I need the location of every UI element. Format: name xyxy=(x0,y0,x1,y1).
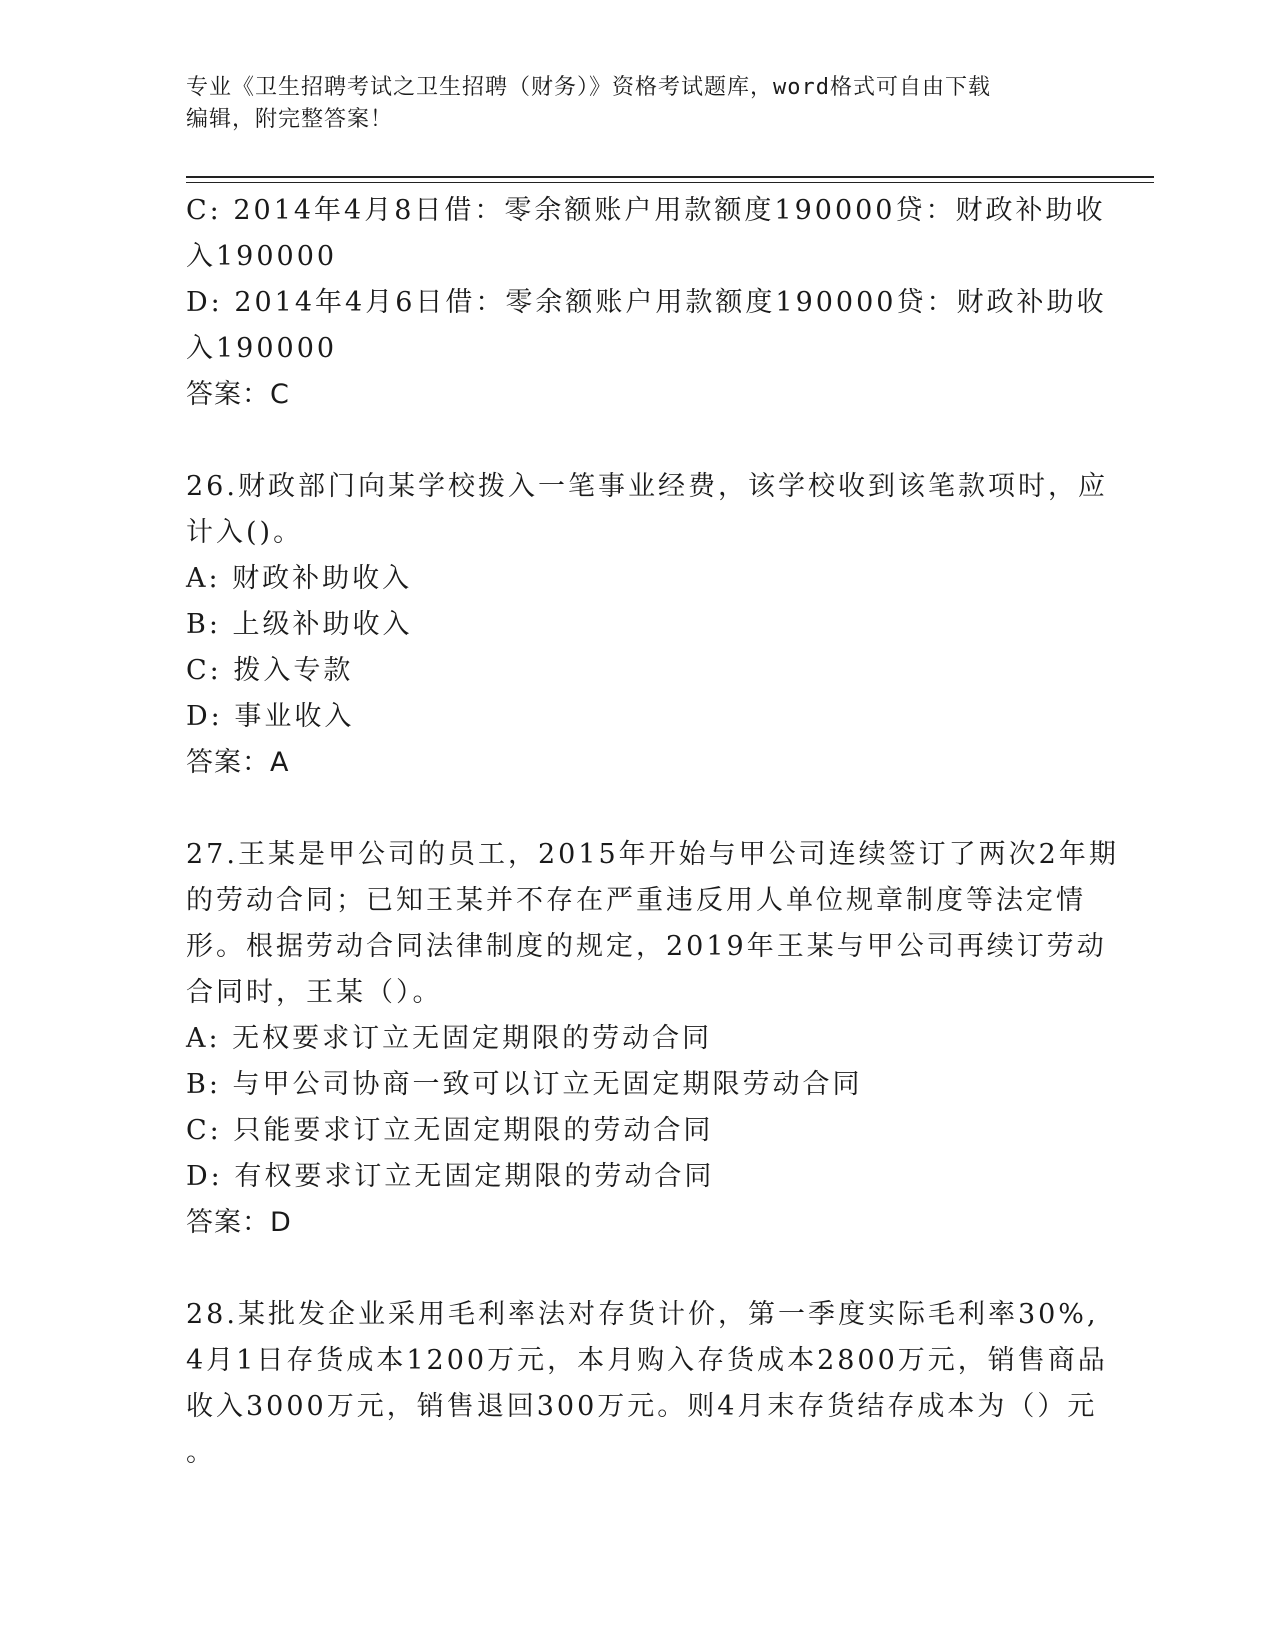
question-27-option-b: B: 与甲公司协商一致可以订立无固定期限劳动合同 xyxy=(186,1069,863,1100)
question-27-option-d: D: 有权要求订立无固定期限的劳动合同 xyxy=(186,1161,715,1192)
question-27-option-c: C: 只能要求订立无固定期限的劳动合同 xyxy=(186,1115,714,1146)
question-27-stem-3: 形。根据劳动合同法律制度的规定，2019年王某与甲公司再续订劳动 xyxy=(186,931,1107,962)
question-27-stem-4: 合同时，王某（）。 xyxy=(186,977,443,1008)
spacer xyxy=(186,418,1086,464)
question-26-option-a: A: 财政补助收入 xyxy=(186,563,413,594)
question-26-option-d: D: 事业收入 xyxy=(186,701,355,732)
option-c-line-2: 入190000 xyxy=(186,241,338,272)
question-26 xyxy=(186,464,1108,786)
question-28-stem-1: 28.某批发企业采用毛利率法对存货计价，第一季度实际毛利率30%, xyxy=(186,1299,1099,1330)
spacer xyxy=(186,1246,1086,1292)
question-26-option-b: B: 上级补助收入 xyxy=(186,609,413,640)
question-27-stem-1: 27.王某是甲公司的员工，2015年开始与甲公司连续签订了两次2年期 xyxy=(186,839,1119,870)
question-27 xyxy=(186,832,1119,1246)
question-26-option-c: C: 拨入专款 xyxy=(186,655,354,686)
option-c-line-1: C: 2014年4月8日借：零余额账户用款额度190000贷：财政补助收 xyxy=(186,195,1106,226)
question-28-stem-4: 。 xyxy=(186,1437,216,1468)
question-28-stem-3: 收入3000万元，销售退回300万元。则4月末存货结存成本为（）元 xyxy=(186,1391,1098,1422)
answer-25: 答案：C xyxy=(186,379,290,410)
header-line-2: 编辑，附完整答案！ xyxy=(186,107,394,132)
option-d-line-2: 入190000 xyxy=(186,333,338,364)
question-28-stem-2: 4月1日存货成本1200万元，本月购入存货成本2800万元，销售商品 xyxy=(186,1345,1108,1376)
answer-27: 答案：D xyxy=(186,1207,292,1238)
question-27-stem-2: 的劳动合同；已知王某并不存在严重违反用人单位规章制度等法定情 xyxy=(186,885,1086,916)
question-28 xyxy=(186,1292,1108,1476)
question-27-option-a: A: 无权要求订立无固定期限的劳动合同 xyxy=(186,1023,713,1054)
question-25-continued xyxy=(186,188,1107,418)
question-content xyxy=(186,188,1119,1476)
answer-26: 答案：A xyxy=(186,747,290,778)
question-26-stem-2: 计入()。 xyxy=(186,517,304,548)
spacer xyxy=(186,786,1086,832)
option-d-line-1: D: 2014年4月6日借：零余额账户用款额度190000贷：财政补助收 xyxy=(186,287,1107,318)
document-header xyxy=(186,72,1086,136)
question-26-stem-1: 26.财政部门向某学校拨入一笔事业经费，该学校收到该笔款项时，应 xyxy=(186,471,1108,502)
header-line-1: 专业《卫生招聘考试之卫生招聘（财务）》资格考试题库，word格式可自由下载 xyxy=(186,75,991,100)
header-divider-thin xyxy=(186,182,1154,183)
header-divider-thick xyxy=(186,176,1154,178)
